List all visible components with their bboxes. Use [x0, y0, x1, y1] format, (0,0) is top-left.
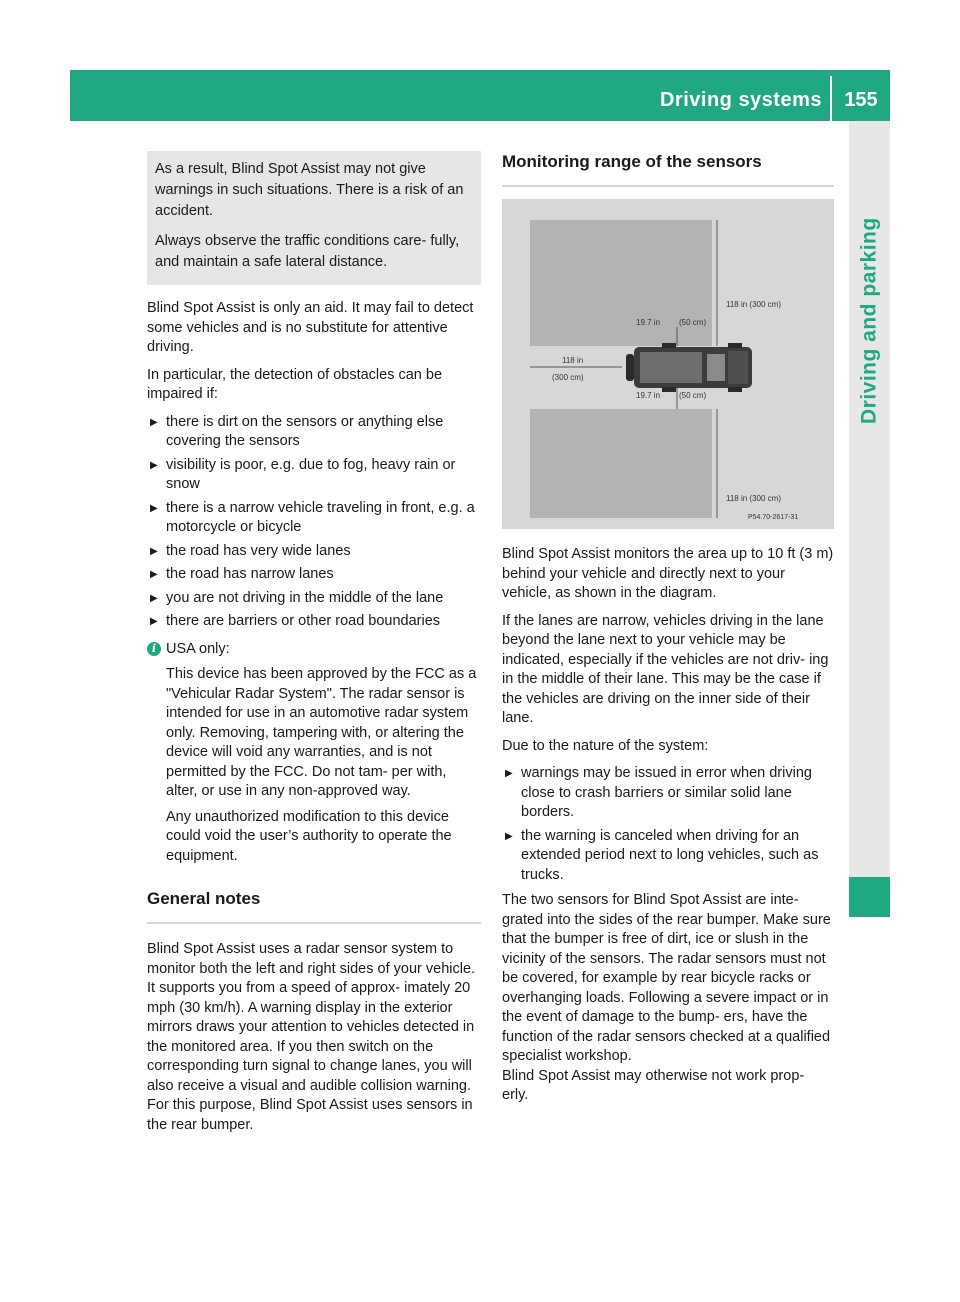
- header-bar: [70, 70, 890, 121]
- chapter-label: Driving and parking: [857, 217, 881, 425]
- diagram-graphic: [502, 199, 834, 529]
- section-heading: Monitoring range of the sensors: [502, 151, 834, 187]
- monitoring-zone-top: [530, 220, 712, 346]
- list-item: ▶ visibility is poor, e.g. due to fog, heavy rain or snow: [150, 456, 456, 492]
- list-item: ▶ there is a narrow vehicle traveling in front, e.g. a motorcycle or bicycle: [150, 499, 475, 535]
- page-number: 155: [844, 89, 878, 111]
- warning-text: As a result, Blind Spot Assist may not give warnings in such situations. There is a risk of an accident.: [155, 161, 464, 219]
- paragraph: Blind Spot Assist monitors the area up to 10 ft (3 m) behind your vehicle and directly next to your vehicle, as shown in the diagram.: [502, 546, 834, 601]
- list-item: ▶ there are barriers or other road boundaries: [147, 612, 481, 632]
- vehicle-icon: [626, 343, 752, 392]
- info-text: Any unauthorized modification to this device could void the user’s authority to operate the equipment.: [166, 808, 452, 864]
- paragraph: If the lanes are narrow, vehicles driving in the lane beyond the lane next to your vehicle may be indicated, especially if the vehicles are not driv- ing in the middle of their lane. This may be the case if the vehicles are driving on the inner side of their lane.: [502, 612, 829, 726]
- bullet-icon: ▶: [150, 502, 158, 514]
- paragraph: Due to the nature of the system:: [502, 737, 709, 754]
- list-item: ▶ warnings may be issued in error when driving close to crash barriers or similar solid lane borders.: [505, 765, 812, 820]
- list-item: ▶ you are not driving in the middle of the lane: [147, 589, 481, 609]
- monitoring-zone-bottom: [530, 409, 712, 518]
- warning-box: [147, 151, 481, 285]
- section-title: Driving systems: [659, 89, 822, 111]
- bullet-icon: ▶: [150, 616, 158, 627]
- diagram-label: 118 in (300 cm): [726, 300, 781, 309]
- paragraph: In particular, the detection of obstacles can be impaired if:: [147, 366, 443, 402]
- sensor-range-diagram: [502, 199, 834, 529]
- bullet-list: [502, 764, 834, 885]
- diagram-label: (50 cm): [679, 391, 707, 400]
- diagram-label: (300 cm): [552, 373, 584, 382]
- info-icon: i: [147, 642, 161, 656]
- paragraph: Blind Spot Assist uses a radar sensor system to monitor both the left and right sides of your vehicle. It supports you from a speed of approx- imately 20 mph (30 km/h). A warning display in the exterior mirrors draws your attention to vehicles detected in the monitored area. If you then switch on the corresponding turn signal to change lanes, you will also receive a visual and audible collision warning. For this purpose, Blind Spot Assist uses sensors in the rear bumper.: [147, 941, 476, 1133]
- bullet-icon: ▶: [150, 592, 158, 604]
- info-note: [147, 640, 481, 867]
- diagram-label: 19.7 in: [636, 318, 661, 327]
- diagram-code: P54.70-2617-31: [748, 514, 799, 521]
- chapter-marker: [849, 877, 890, 917]
- diagram-label: 118 in: [562, 356, 584, 365]
- bullet-icon: ▶: [505, 830, 513, 842]
- bullet-icon: ▶: [150, 545, 158, 557]
- right-column: [502, 151, 834, 1114]
- info-title: USA only:: [166, 640, 230, 657]
- section-heading: General notes: [147, 888, 481, 924]
- bullet-icon: ▶: [505, 768, 513, 779]
- warning-text: Always observe the traffic conditions care- fully, and maintain a safe lateral distance.: [155, 233, 460, 270]
- left-column: [147, 151, 481, 1143]
- list-item: ▶ there is dirt on the sensors or anything else covering the sensors: [150, 413, 444, 449]
- diagram-label: 118 in (300 cm): [726, 494, 781, 503]
- paragraph: Blind Spot Assist is only an aid. It may fail to detect some vehicles and is no substitute for attentive driving.: [147, 300, 474, 355]
- diagram-label: (50 cm): [679, 318, 707, 327]
- bullet-icon: ▶: [150, 459, 158, 471]
- diagram-label: 19.7 in: [636, 391, 661, 400]
- list-item: ▶ the road has very wide lanes: [147, 542, 481, 562]
- bullet-icon: ▶: [150, 416, 158, 428]
- paragraph: Blind Spot Assist may otherwise not work prop- erly.: [502, 1067, 805, 1103]
- list-item: ▶ the warning is canceled when driving for an extended period next to long vehicles, such as trucks.: [505, 827, 819, 883]
- bullet-list: [147, 413, 481, 632]
- info-text: This device has been approved by the FCC as a "Vehicular Radar System". The radar sensor is intended for use in an automotive radar system only. Removing, tampering with, or altering the device will void any warranties, and is not permitted by the FCC. Do not tam- per with, alter, or use in any non-approved way.: [166, 666, 477, 799]
- list-item: ▶ the road has narrow lanes: [147, 565, 481, 585]
- bullet-icon: ▶: [150, 569, 158, 580]
- paragraph: The two sensors for Blind Spot Assist are inte- grated into the sides of the rear bumper. Make sure that the bumper is free of dirt, ice or slush in the vicinity of the sensors. The radar sensors must not be covered, for example by rear bicycle racks or overhanging loads. Following a severe impact or in the event of damage to the bump- ers, have the function of the radar sensors checked at a qualified specialist workshop.: [502, 892, 831, 1064]
